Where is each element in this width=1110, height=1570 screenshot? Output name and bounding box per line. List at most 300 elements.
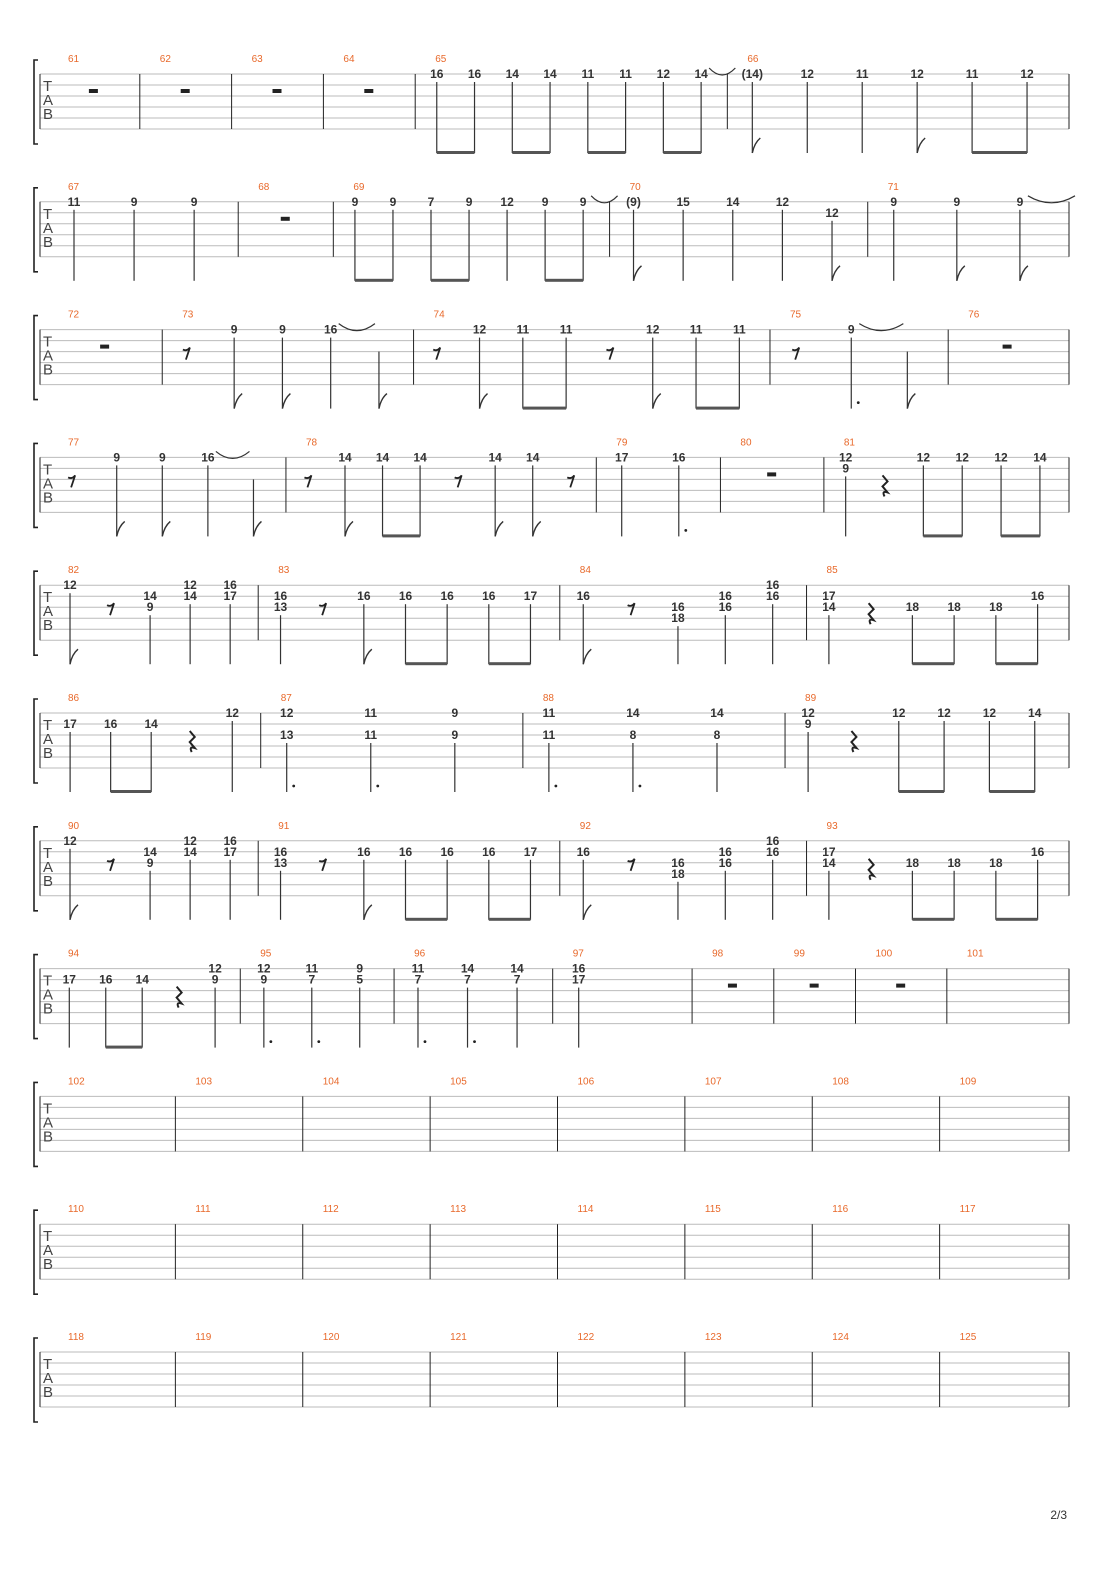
eighth-rest-icon [628,603,635,615]
fret-number: 14 [143,589,157,604]
note-beam [437,151,475,154]
fret-number: 9 [465,194,473,209]
measure-number: 68 [258,181,270,193]
note-beam [912,662,954,665]
measure-number: 106 [577,1076,595,1088]
tab-system [34,437,1069,537]
measure-number: 98 [712,948,724,960]
note-flag [957,266,965,281]
fret-number: 12 [280,706,294,720]
measure [68,437,261,536]
measure-number: 113 [450,1204,467,1216]
note-beam [989,790,1034,793]
measure [807,565,1045,665]
note-flag [907,394,915,409]
augmentation-dot [292,785,295,788]
fret-number: 15 [676,194,690,209]
fret-number: 11 [542,728,556,742]
measure-number: 71 [887,181,899,193]
note-beam [405,918,447,921]
note-beam [588,151,626,154]
note-flag [495,521,503,536]
measure-number: 125 [959,1332,977,1343]
measure-number: 88 [542,693,554,704]
tab-clef-t: T [43,972,53,990]
fret-number: 12 [656,67,671,81]
fret-number: (9) [626,194,641,209]
half-rest-icon [273,89,282,93]
augmentation-dot [473,1040,476,1043]
measure-number: 63 [251,54,263,65]
fret-number: 12 [257,961,271,976]
system-bracket [34,699,38,783]
measure [63,693,239,793]
quarter-rest-icon [851,731,856,752]
measure-number: 116 [832,1204,849,1216]
fret-number: 17 [822,844,836,859]
fret-number: 14 [135,972,149,987]
quarter-rest-icon [869,603,874,624]
fret-number: 16 [398,589,413,604]
measure [394,949,524,1048]
tab-clef-b: B [43,106,54,123]
tab-clef-b: B [43,872,54,890]
fret-number: 14 [626,706,640,720]
fret-number: 12 [183,833,197,848]
note-flag [653,394,661,409]
note-flag [282,394,290,409]
augmentation-dot [554,785,557,788]
system-bracket [34,1338,38,1422]
measure [415,54,735,154]
tab-clef-a: A [43,92,54,109]
fret-number: 9 [113,450,121,465]
measure-number: 103 [195,1076,213,1088]
fret-number: 7 [308,972,316,987]
note-flag [752,138,760,153]
tab-clef-a: A [43,347,54,365]
fret-number: 13 [273,600,288,615]
fret-number: 11 [559,322,573,337]
fret-number: 11 [581,67,595,81]
fret-number: 11 [965,67,979,81]
measure [63,565,237,664]
fret-number: 9 [541,194,549,209]
system-bracket [34,1210,38,1294]
measure-number: 85 [826,565,838,577]
measure-number: 104 [322,1076,340,1088]
tab-system [34,1076,1069,1166]
note-flag [234,394,242,409]
measure-number: 82 [68,565,80,577]
measure-number: 92 [579,820,591,832]
measure [596,437,687,536]
measure [333,182,617,282]
note-flag [583,905,591,920]
measure [286,437,574,537]
fret-number: 14 [183,844,197,859]
measure-number: 83 [278,565,290,577]
fret-number: 17 [615,450,629,465]
note-flag [533,521,541,536]
measure [68,1204,84,1215]
system-bracket [34,955,38,1039]
fret-number: 9 [146,855,154,870]
fret-number: 16 [324,322,338,337]
fret-number: 14 [505,67,519,81]
fret-number: 16 [718,589,732,604]
fret-number: 11 [305,961,319,976]
fret-number: 14 [460,961,475,976]
fret-number: 8 [713,728,721,742]
measure-number: 115 [704,1204,721,1216]
measure-number: 90 [68,820,80,832]
fret-number: 16 [201,450,215,465]
tab-clef-a: A [43,1114,54,1132]
note-flag [364,649,372,664]
fret-number: 14 [726,194,740,209]
measure [63,821,237,920]
fret-number: 16 [467,67,482,81]
fret-number: 17 [223,589,237,604]
measure-number: 119 [195,1332,212,1343]
measure-number: 124 [832,1332,849,1343]
tab-clef-b: B [43,489,54,507]
half-rest-icon [1003,345,1012,349]
fret-number: 16 [482,589,496,604]
fret-number: 14 [710,706,724,720]
eighth-rest-icon [628,859,635,871]
note-beam [431,279,469,282]
measure [560,821,780,920]
fret-number: 16 [357,844,371,859]
note-flag [480,394,488,409]
fret-number: 17 [523,844,538,859]
tab-clef-t: T [43,589,53,607]
fret-number: 16 [1030,589,1045,604]
tab-clef-a: A [43,475,54,493]
measure-number: 117 [959,1204,976,1216]
fret-number: 11 [516,322,530,337]
fret-number: 17 [572,972,586,987]
fret-number: 9 [356,961,364,976]
tab-clef-b: B [43,745,54,762]
measure [63,949,222,1049]
measure-number: 72 [68,309,80,321]
fret-number: 14 [526,450,540,465]
fret-number: 11 [364,728,378,742]
half-rest-icon [810,984,819,988]
fret-number: 18 [947,855,961,870]
note-flag [1020,266,1028,281]
tab-system [34,54,1069,154]
tab-system [34,182,1075,282]
measure [414,310,746,410]
tab-system [34,565,1069,665]
fret-number: 16 [273,589,288,604]
measure-number: 65 [435,54,447,65]
tab-system [34,310,1069,410]
fret-number: 11 [364,706,378,720]
measure-number: 77 [68,437,80,449]
note-flag [832,266,840,281]
measure-number: 102 [68,1076,85,1088]
augmentation-dot [376,785,379,788]
measure-number: 75 [789,309,802,321]
tab-clef-t: T [43,461,53,479]
note-beam [383,534,421,537]
fret-number: 9 [230,322,238,337]
measure [807,821,1045,921]
fret-number: 9 [1016,194,1024,209]
quarter-rest-icon [190,731,195,752]
fret-number: 17 [523,589,538,604]
note-flag [162,521,170,536]
fret-number: 16 [718,600,732,615]
fret-number: 16 [273,844,288,859]
fret-number: 12 [910,67,924,81]
tab-clef-b: B [43,1384,54,1401]
note-flag [253,521,261,536]
fret-number: 11 [689,322,703,337]
measure [727,54,1034,154]
fret-number: 9 [190,194,198,209]
eighth-rest-icon [107,859,114,871]
fret-number: 11 [542,706,556,720]
fret-number: 11 [411,961,425,976]
fret-number: 12 [775,194,790,209]
fret-number: 12 [646,322,660,337]
note-beam [106,1046,142,1049]
tab-system [34,693,1069,793]
fret-number: 18 [671,611,685,626]
tab-system [34,949,1069,1049]
tab-clef-t: T [43,1356,53,1373]
half-rest-icon [89,89,98,93]
quarter-rest-icon [883,475,888,496]
measure-number: 121 [450,1332,467,1343]
note-flag [583,649,591,664]
augmentation-dot [269,1040,272,1043]
measure [258,565,537,665]
fret-number: 14 [488,450,502,465]
fret-number: 9 [451,728,459,742]
fret-number: 12 [1020,67,1034,81]
fret-number: 16 [765,589,780,604]
quarter-rest-icon [869,859,874,880]
eighth-rest-icon [68,475,75,487]
half-rest-icon [364,89,373,93]
note-flag [634,266,642,281]
tab-clef-t: T [43,333,53,351]
fret-number: 18 [947,600,961,615]
fret-number: 9 [579,194,587,209]
tab-clef-t: T [43,1228,53,1246]
fret-number: 16 [103,717,118,731]
fret-number: (14) [741,67,763,81]
measure-number: 112 [322,1204,339,1216]
fret-number: 9 [842,461,850,476]
measure [553,949,586,1048]
tab-clef-a: A [43,986,54,1004]
measure-number: 105 [450,1076,467,1088]
fret-number: 16 [765,844,780,859]
system-bracket [34,188,38,272]
fret-number: 14 [144,717,158,731]
eighth-rest-icon [606,348,613,360]
fret-number: 12 [225,706,239,720]
fret-number: 9 [890,194,898,209]
measure-number: 79 [616,437,628,449]
note-beam [912,918,954,921]
system-bracket [34,443,38,527]
system-bracket [34,1082,38,1166]
fret-number: 17 [63,717,77,731]
note-beam [405,662,447,665]
fret-number: 9 [804,717,812,731]
measure-number: 95 [260,948,272,960]
tab-clef-b: B [43,1000,54,1018]
note-flag [70,649,78,664]
tab-clef-a: A [43,1370,54,1387]
eighth-rest-icon [107,603,114,615]
measure-number: 99 [793,948,805,960]
measure-number: 84 [579,565,591,577]
measure [560,565,780,664]
measure-number: 94 [68,948,80,960]
tab-clef-a: A [43,603,54,621]
half-rest-icon [728,984,737,988]
note-flag [379,394,387,409]
fret-number: 16 [223,833,237,848]
fret-number: 18 [905,855,920,870]
fret-number: 16 [576,844,590,859]
fret-number: 16 [440,844,454,859]
measure [68,182,198,281]
measure-number: 120 [322,1332,340,1343]
fret-number: 18 [989,600,1003,615]
fret-number: 14 [694,67,708,81]
measure [785,693,1042,793]
measure [162,310,387,409]
measure-number: 123 [704,1332,722,1343]
measure [770,310,915,409]
tab-clef-b: B [43,1256,54,1274]
measure-number: 87 [280,693,292,704]
tab-clef-a: A [43,731,54,748]
measure [68,1076,85,1087]
fret-number: 7 [414,972,422,987]
measure-number: 74 [433,309,445,321]
fret-number: 14 [543,67,557,81]
measure-number: 81 [843,437,856,449]
fret-number: 16 [671,855,685,870]
fret-number: 9 [351,194,359,209]
note-beam [489,918,531,921]
fret-number: 14 [1033,450,1047,465]
measure-number: 69 [353,181,365,193]
measure [258,821,537,921]
fret-number: 16 [440,589,454,604]
fret-number: 16 [576,589,590,604]
tab-clef-b: B [43,233,54,251]
measure-number: 64 [343,54,355,65]
fret-number: 16 [99,972,113,987]
note-beam [1001,534,1040,537]
augmentation-dot [639,785,642,788]
measure [868,182,1075,281]
system-bracket [34,827,38,911]
fret-number: 12 [955,450,969,465]
note-beam [899,790,944,793]
tab-clef-t: T [43,78,53,95]
note-beam [972,151,1027,154]
fret-number: 7 [513,972,521,987]
fret-number: 16 [398,844,413,859]
note-beam [996,918,1038,921]
fret-number: 14 [510,961,524,976]
fret-number: 18 [905,600,920,615]
measure-number: 70 [629,181,641,193]
fret-number: 9 [451,706,459,720]
measure-number: 122 [577,1332,595,1343]
half-rest-icon [100,345,109,349]
note-beam [111,790,152,793]
tab-system [34,1332,1069,1422]
measure [523,693,724,792]
half-rest-icon [896,984,905,988]
fret-number: 14 [338,450,352,465]
note-beam [355,279,393,282]
fret-number: 14 [375,450,390,465]
measure-number: 118 [68,1332,84,1343]
fret-number: 16 [671,600,685,615]
measure-number: 67 [68,181,80,193]
tab-clef-a: A [43,858,54,876]
fret-number: 17 [822,589,836,604]
fret-number: 12 [500,194,514,209]
measure-number: 108 [832,1076,849,1088]
fret-number: 9 [158,450,166,465]
measure [68,1332,84,1343]
eighth-rest-icon [792,348,799,360]
eighth-rest-icon [319,859,326,871]
fret-number: 13 [273,855,288,870]
fret-number: 16 [765,578,780,593]
fret-number: 16 [482,844,496,859]
measure-number: 80 [740,437,752,449]
measure [240,949,363,1048]
fret-number: 12 [63,833,77,848]
fret-number: 12 [916,450,931,465]
measure-number: 93 [826,820,838,832]
fret-number: 16 [223,578,237,593]
tab-system [34,1204,1069,1294]
tab-clef-a: A [43,219,54,237]
half-rest-icon [181,89,190,93]
note-flag [117,521,125,536]
fret-number: 12 [892,706,906,720]
eighth-rest-icon [433,348,440,360]
note-beam [996,662,1038,665]
measure-number: 66 [747,54,759,65]
page-number: 2/3 [1050,1508,1067,1522]
fret-number: 9 [953,194,961,209]
system-bracket [34,571,38,655]
fret-number: 14 [1028,706,1042,720]
tab-clef-b: B [43,361,54,379]
note-flag [345,521,353,536]
